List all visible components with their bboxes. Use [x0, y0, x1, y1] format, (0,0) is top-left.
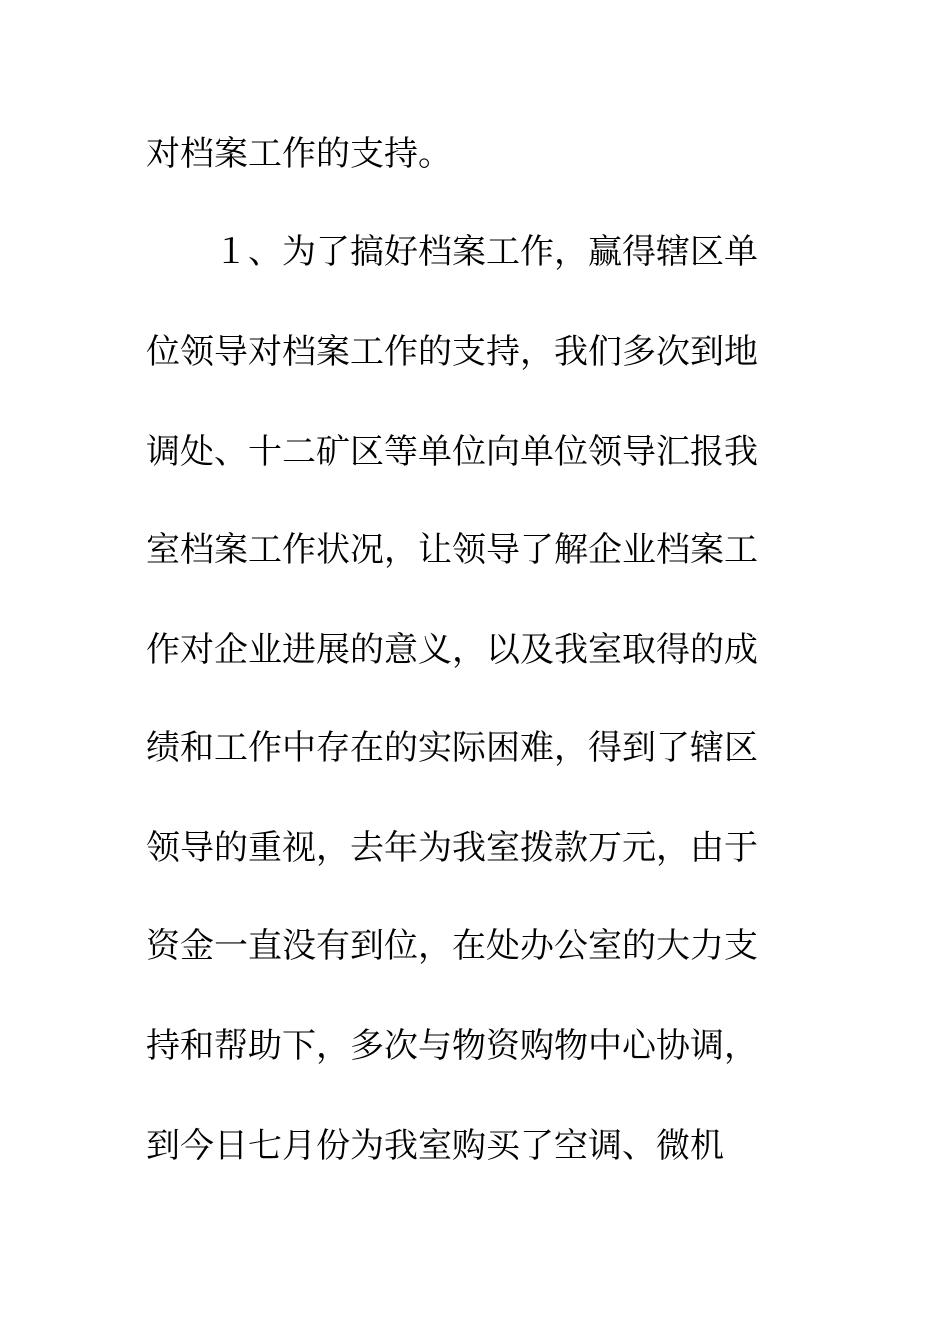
text-line-8: 领导的重视，去年为我室拨款万元，由于 [146, 828, 758, 868]
text-line-2: １、为了搞好档案工作，赢得辖区单 [214, 232, 758, 272]
text-line-6: 作对企业进展的意义，以及我室取得的成 [146, 630, 758, 670]
text-line-9: 资金一直没有到位，在处办公室的大力支 [146, 926, 758, 966]
text-line-7: 绩和工作中存在的实际困难，得到了辖区 [146, 728, 758, 768]
text-line-3: 位领导对档案工作的支持，我们多次到地 [146, 332, 758, 372]
text-line-11: 到今日七月份为我室购买了空调、微机 [146, 1126, 724, 1166]
text-line-10: 持和帮助下，多次与物资购物中心协调， [146, 1026, 758, 1066]
text-line-5: 室档案工作状况，让领导了解企业档案工 [146, 530, 758, 570]
text-line-4: 调处、十二矿区等单位向单位领导汇报我 [146, 432, 758, 472]
text-line-1: 对档案工作的支持。 [146, 134, 452, 174]
